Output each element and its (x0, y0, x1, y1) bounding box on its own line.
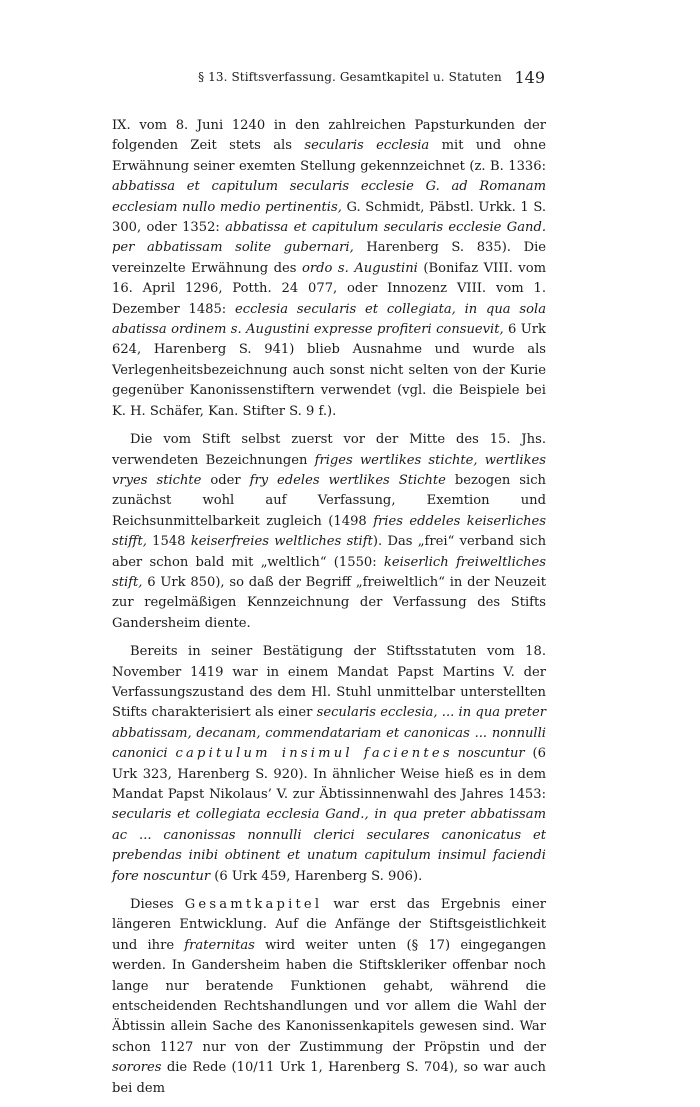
italic-text: friges wertlikes stichte, wertlikes vryes stichte (112, 452, 547, 488)
italic-text: abbatissa et capitulum secularis ecclesie G. ad Romanam ecclesiam nullo medio pertinentis, (112, 179, 546, 215)
text-run: Bereits in seiner Bestätigung der Stiftsstatuten vom 18. November 1419 war in einem Mandat Papst Martins V. der Verfassungszustand des dem Hl. Stuhl unmittelbar unterstellten Stifts charakterisiert als einer (112, 644, 546, 721)
text-run: Harenberg S. 835). Die vereinzelte Erwähnung des (112, 240, 547, 276)
italic-text: ordo s. Augustini (301, 260, 418, 276)
text-run: (Bonifaz VIII. vom 16. April 1296, Potth. 24 077, oder Innozenz VIII. vom 1. Dezember 1485: (112, 260, 546, 317)
page-number: 149 (514, 68, 545, 87)
italic-text: fraternitas (184, 937, 255, 953)
spaced-emphasis: capitulum insimul faciente (175, 746, 443, 762)
paragraph (112, 430, 546, 634)
running-head (0, 70, 700, 92)
text-run: bezogen sich zunächst wohl auf Verfassung, Exemtion und Reichsunmittelbarkeit zugleich (1498 (112, 472, 546, 529)
text-run: war erst das Ergebnis einer längeren Entwicklung. Auf die Anfänge der Stiftsgeistlichkeit und ihre (112, 897, 546, 953)
italic-text: abbatissa et capitulum secularis ecclesie Gand. per abbatissam solite gubernari, (112, 220, 547, 256)
italic-text: fries eddeles keiserliches stifft, (112, 513, 547, 550)
text-run: mit und ohne Erwähnung seiner exemten Stellung gekennzeichnet (z. B. 1336: (112, 138, 546, 174)
text-run: G. Schmidt, Päbstl. Urkk. 1 S. 300, oder 1352: (112, 199, 546, 236)
italic-text: keiserlich freiweltliches stift, (112, 554, 546, 590)
italic-text: secularis ecclesia (304, 138, 430, 154)
spaced-emphasis: Gesamtkapitel (184, 897, 323, 913)
text-run: (6 Urk 323, Harenberg S. 920). In ähnlicher Weise hieß es in dem Mandat Papst Nikolaus’ V. zur Äbtissinnenwahl des Jahres 1453: (112, 746, 546, 802)
paragraph (112, 642, 546, 887)
body-text (112, 116, 546, 1107)
text-run: oder (201, 472, 250, 488)
text-run: 6 Urk 624, Harenberg S. 941) blieb Ausnahme und wurde als Verlegenheitsbezeichnung auch sonst nicht selten von der Kurie gegenüber Kanonissenstiftern verwendet (vgl. die Beispiele bei K. H. Schäfer, Kan. Stifter S. 9 f.). (112, 322, 546, 419)
italic-text: untur (487, 746, 525, 762)
italic-text: s nosc (442, 746, 488, 762)
text-run: IX. vom 8. Juni 1240 in den zahlreichen Papsturkunden der folgenden Zeit stets als (112, 118, 546, 154)
paragraph (112, 895, 546, 1099)
italic-text: secularis ecclesia, ... in qua preter abbatissam, decanam, commendatariam et canonicas ... nonnulli canonici (112, 705, 546, 762)
text-run: 1548 (146, 534, 191, 550)
text-run: Die vom Stift selbst zuerst vor der Mitte des 15. Jhs. verwendeten Bezeichnungen (112, 432, 546, 468)
text-run: 6 Urk 850), so daß der Begriff „freiweltlich“ in der Neuzeit zur regelmäßigen Kennzeichnung der Verfassung des Stifts Gandersheim diente. (112, 574, 546, 631)
text-run: (6 Urk 459, Harenberg S. 906). (210, 868, 423, 884)
italic-text: sorores (112, 1060, 162, 1076)
text-run: ). Das „frei“ verband sich aber schon bald mit „weltlich“ (1550: (112, 534, 546, 570)
italic-text: keiserfreies weltliches stift (190, 534, 373, 550)
running-title: § 13. Stiftsverfassung. Gesamtkapitel u. Statuten (198, 70, 502, 84)
text-run: Dieses (130, 897, 185, 913)
paragraph (112, 116, 546, 422)
italic-text: fry edeles wertlikes Stichte (249, 472, 446, 488)
italic-text: ecclesia secularis et collegiata, in qua sola abatissa ordinem s. Augustini expresse profiteri consuevit, (112, 301, 546, 338)
text-run: die Rede (10/11 Urk 1, Harenberg S. 704), so war auch bei dem (112, 1060, 546, 1096)
text-run: wird weiter unten (§ 17) eingegangen werden. In Gandersheim haben die Stiftskleriker offenbar noch lange nur beratende Funktionen gehabt, während die entscheidenden Rechtshandlungen und vor allem die Wahl der Äbtissin allein Sache des Kanonissenkapitels gewesen sind. War schon 1127 nur von der Zustimmung der Pröpstin und der (112, 937, 547, 1055)
italic-text: secularis et collegiata ecclesia Gand., in qua preter abbatissam ac ... canonissas nonnulli clerici seculares canonicatus et prebendas inibi obtinent et unatum capitulum insimul faciendi fore noscuntur (112, 807, 546, 884)
